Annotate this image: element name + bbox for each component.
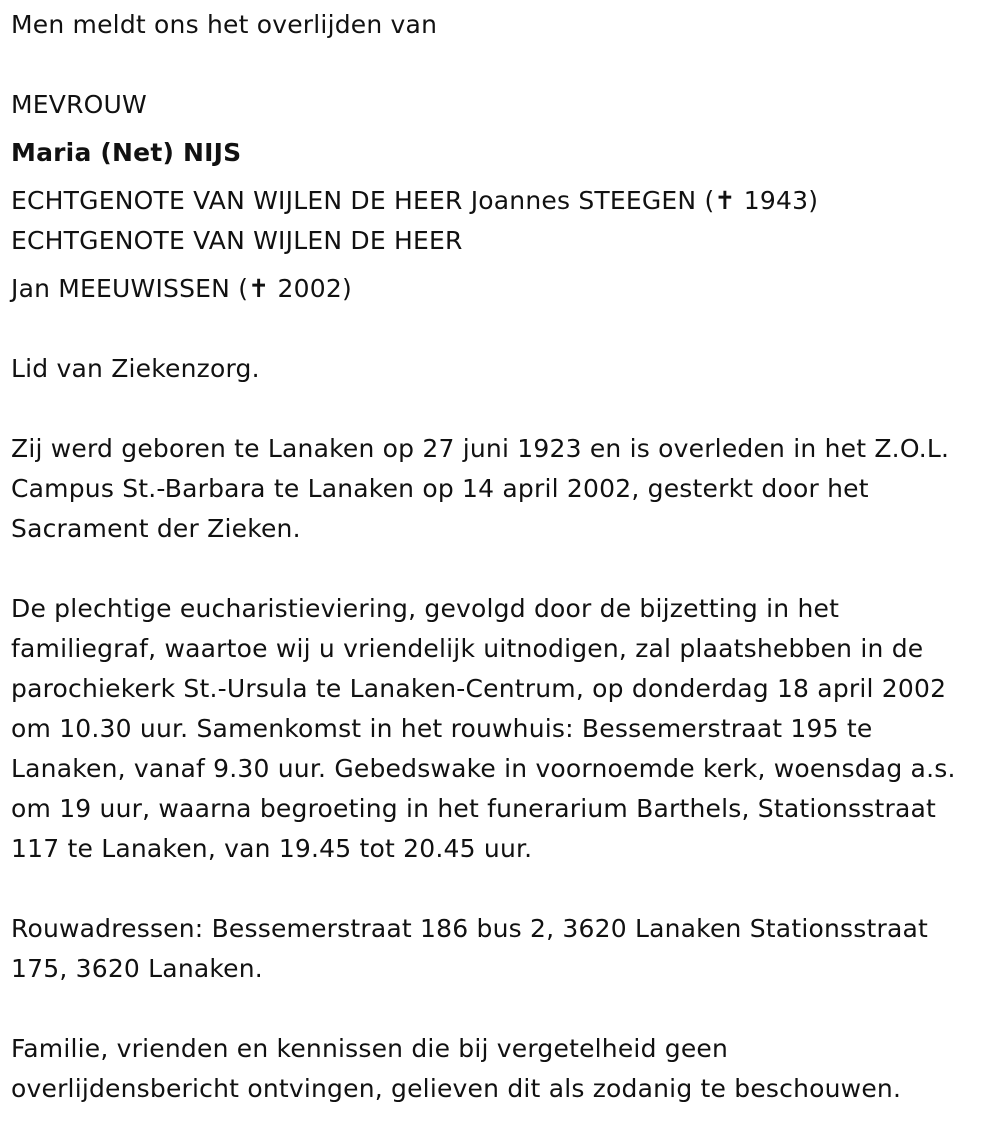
paragraph-line: parochiekerk St.-Ursula te Lanaken-Centrum, op donderdag 18 april 2002 (11, 674, 947, 703)
spouse2-name: Jan MEEUWISSEN (11, 274, 231, 303)
birth-death-paragraph (11, 429, 949, 549)
cross-icon: ✝ (714, 186, 736, 215)
paragraph-line: 175, 3620 Lanaken. (11, 954, 263, 983)
ceremony-paragraph (11, 589, 956, 869)
addresses-paragraph (11, 909, 928, 989)
spouse1-prefix: ECHTGENOTE VAN WIJLEN DE HEER (11, 186, 463, 215)
paragraph-line: familiegraf, waartoe wij u vriendelijk uitnodigen, zal plaatshebben in de (11, 634, 924, 663)
title-prefix: MEVROUW (11, 90, 147, 119)
membership-text: Lid van Ziekenzorg. (11, 354, 260, 383)
paragraph-line: De plechtige eucharistieviering, gevolgd door de bijzetting in het (11, 594, 840, 623)
spouse2-prefix: ECHTGENOTE VAN WIJLEN DE HEER (11, 226, 463, 255)
closing-paragraph (11, 1029, 901, 1109)
paragraph-line: Familie, vrienden en kennissen die bij vergetelheid geen (11, 1034, 729, 1063)
spouse-line-1 (11, 186, 818, 216)
paragraph-line: 117 te Lanaken, van 19.45 tot 20.45 uur. (11, 834, 533, 863)
spouse1-year: 1943) (743, 186, 819, 215)
spouse1-open-paren: ( (704, 186, 715, 215)
paragraph-line: Campus St.-Barbara te Lanaken op 14 april 2002, gesterkt door het (11, 474, 869, 503)
paragraph-line: Zij werd geboren te Lanaken op 27 juni 1923 en is overleden in het Z.O.L. (11, 434, 950, 463)
spouse2-year: 2002) (277, 274, 352, 303)
paragraph-line: Rouwadressen: Bessemerstraat 186 bus 2, 3620 Lanaken Stationsstraat (11, 914, 928, 943)
paragraph-line: om 19 uur, waarna begroeting in het funerarium Barthels, Stationsstraat (11, 794, 937, 823)
spouse-line-2 (11, 274, 352, 304)
spouse1-name: Joannes STEEGEN (470, 186, 697, 215)
paragraph-line: Lanaken, vanaf 9.30 uur. Gebedswake in voornoemde kerk, woensdag a.s. (11, 754, 956, 783)
paragraph-line: om 10.30 uur. Samenkomst in het rouwhuis: Bessemerstraat 195 te (11, 714, 873, 743)
paragraph-line: overlijdensbericht ontvingen, gelieven dit als zodanig te beschouwen. (11, 1074, 902, 1103)
spouse2-open-paren: ( (238, 274, 249, 303)
cross-icon: ✝ (248, 274, 270, 303)
deceased-name: Maria (Net) NIJS (11, 138, 242, 167)
intro-text: Men meldt ons het overlijden van (11, 10, 438, 39)
paragraph-line: Sacrament der Zieken. (11, 514, 301, 543)
